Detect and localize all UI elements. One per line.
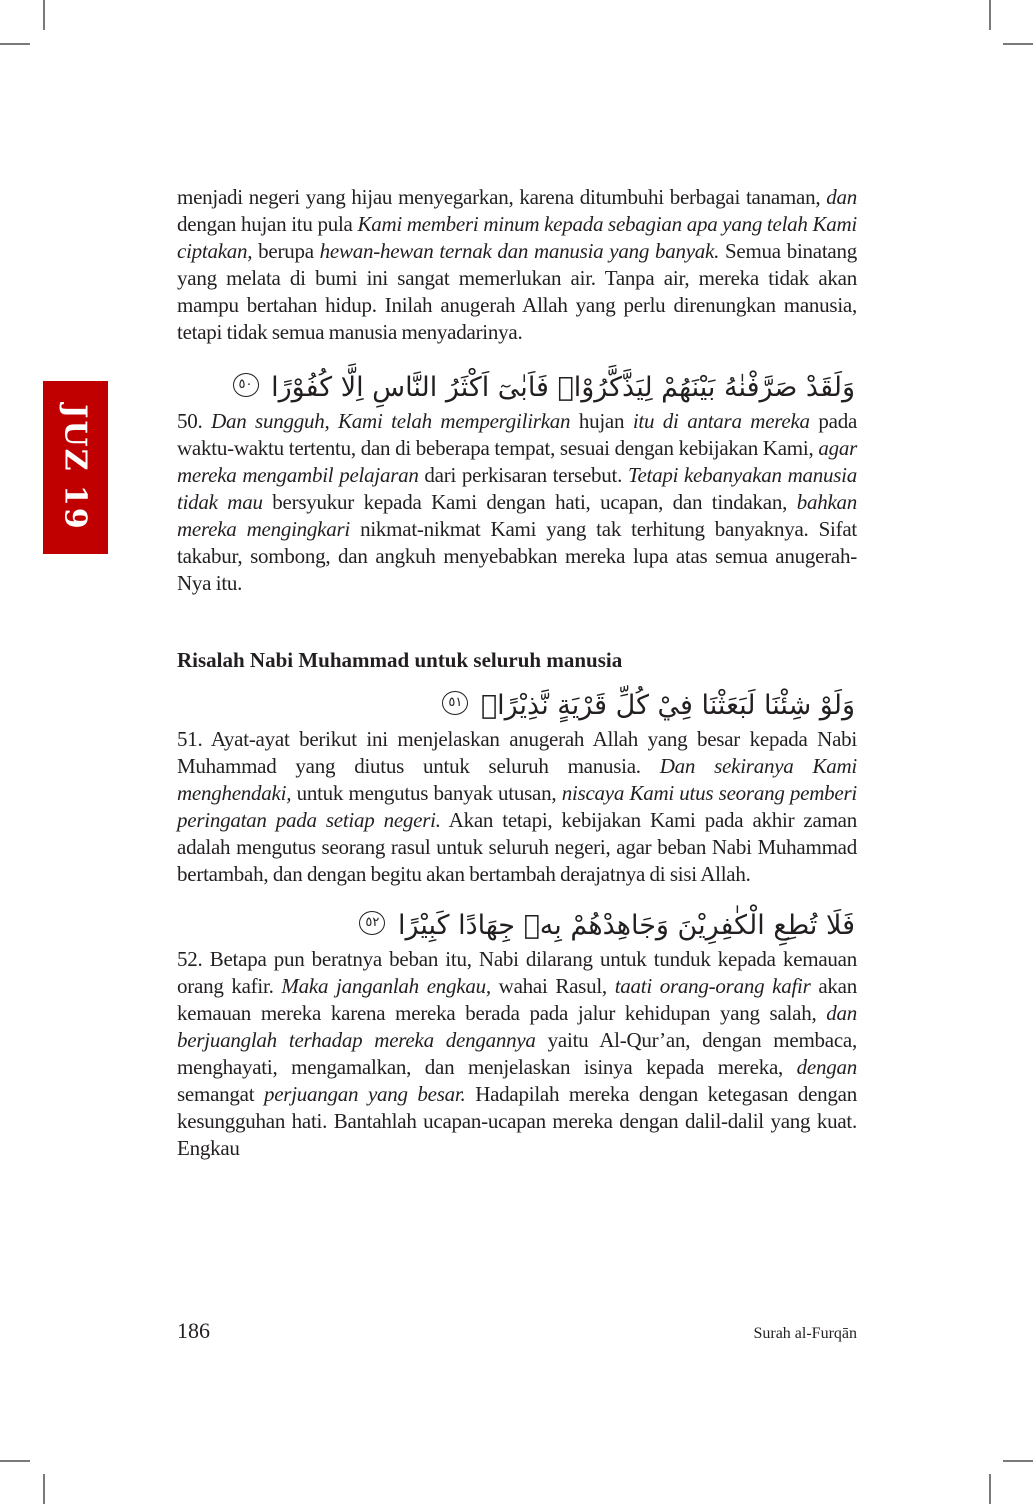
italic-quran-text: Dan sekiranya Kami menghendaki, [177, 754, 857, 805]
commentary-text: dari perkisaran tersebut. [418, 463, 628, 487]
ayah-number-marker-icon: ٥٠ [233, 373, 259, 397]
verse-51-commentary [177, 726, 857, 888]
crop-mark-bottom-right-horizontal [1003, 1460, 1033, 1462]
running-title: Surah al-Furqān [753, 1325, 857, 1342]
italic-quran-text: dan berjuanglah terhadap mereka dengannya [177, 1001, 857, 1052]
ayah-number-marker-icon: ٥٢ [359, 911, 385, 935]
commentary-text: 51. Ayat-ayat berikut ini menjelaskan anugerah Allah yang besar kepada Nabi Muhammad yang diutus untuk seluruh manusia. [177, 727, 857, 778]
commentary-text: bersyukur kepada Kami dengan hati, ucapan, dan tindakan, [262, 490, 797, 514]
verse-52-commentary [177, 946, 857, 1162]
juz-label: JUZ 19 [58, 404, 94, 531]
italic-quran-text: bahkan mereka mengingkari [177, 490, 858, 541]
page-number: 186 [177, 1318, 210, 1343]
commentary-text: Akan tetapi, kebijakan Kami pada akhir zaman adalah mengutus seorang rasul untuk seluruh negeri, agar beban Nabi Muhammad bertambah, dan dengan begitu akan bertambah derajatnya di sisi Allah. [177, 808, 857, 886]
arabic-verse-52 [177, 906, 857, 946]
arabic-verse-50 [177, 368, 857, 408]
italic-quran-text: niscaya Kami utus seorang pemberi peringatan pada setiap negeri. [177, 781, 857, 832]
section-heading: Risalah Nabi Muhammad untuk seluruh manusia [177, 648, 623, 672]
crop-mark-top-left-horizontal [0, 43, 30, 45]
italic-quran-text: dan [826, 185, 857, 209]
commentary-text: untuk mengutus banyak utusan, [291, 781, 562, 805]
intro-paragraph [177, 184, 857, 346]
arabic-verse-51 [177, 686, 857, 726]
italic-quran-text: itu di antara mereka [632, 409, 810, 433]
commentary-text: akan kemauan mereka karena mereka berada pada jalur kehidupan yang salah, [177, 974, 857, 1025]
italic-quran-text: taati orang-orang kafir [614, 974, 811, 998]
page-footer [177, 1318, 857, 1344]
arabic-verse-50-text: وَلَقَدْ صَرَّفْنٰهُ بَيْنَهُمْ لِيَذَّكَّرُوْاۖ فَاَبٰىٓ اَكْثَرُ النَّاسِ اِلَّا كُفُوْرًا [271, 372, 855, 403]
crop-mark-bottom-left-horizontal [0, 1460, 30, 1462]
crop-mark-top-right-vertical [989, 0, 991, 30]
commentary-text: 50. [177, 409, 212, 433]
commentary-text: pada waktu-waktu tertentu, dan di beberapa tempat, sesuai dengan kebijakan Kami, [177, 409, 858, 460]
arabic-verse-52-text: فَلَا تُطِعِ الْكٰفِرِيْنَ وَجَاهِدْهُمْ بِهٖ جِهَادًا كَبِيْرًا [397, 910, 855, 941]
commentary-text: Semua binatang yang melata di bumi ini sangat memerlukan air. Tanpa air, mereka tidak akan mampu bertahan hidup. Inilah anugerah Allah yang perlu direnungkan manusia, tetapi tidak semua manusia menyadarinya. [177, 239, 858, 344]
page-body [177, 184, 857, 1162]
crop-mark-top-left-vertical [43, 0, 45, 30]
italic-quran-text: Tetapi kebanyakan manusia tidak mau [177, 463, 857, 514]
commentary-text: yaitu Al-Qur’an, dengan membaca, menghayati, mengamalkan, dan menjelaskan isinya kepada mereka, [177, 1028, 857, 1079]
juz-side-tab [43, 381, 108, 554]
crop-mark-bottom-right-vertical [989, 1474, 991, 1504]
italic-quran-text: Kami memberi minum kepada sebagian apa yang telah Kami ciptakan, [177, 212, 857, 263]
crop-mark-top-right-horizontal [1003, 43, 1033, 45]
commentary-text: hujan [570, 409, 633, 433]
verse-50-commentary [177, 408, 857, 597]
commentary-text: dengan hujan itu pula [177, 212, 358, 236]
commentary-text: wahai Rasul, [490, 974, 615, 998]
commentary-text: menjadi negeri yang hijau menyegarkan, karena ditumbuhi berbagai tanaman, [177, 185, 827, 209]
commentary-text: 52. Betapa pun beratnya beban itu, Nabi dilarang untuk tunduk kepada kemauan orang kafir. [177, 947, 857, 998]
arabic-verse-51-text: وَلَوْ شِئْنَا لَبَعَثْنَا فِيْ كُلِّ قَرْيَةٍ نَّذِيْرًاۖ [480, 690, 855, 721]
italic-quran-text: Maka janganlah engkau, [281, 974, 491, 998]
italic-quran-text: Dan sungguh, Kami telah mempergilirkan [211, 409, 571, 433]
ayah-number-marker-icon: ٥١ [442, 691, 468, 715]
italic-quran-text: agar mereka mengambil pelajaran [177, 436, 857, 487]
commentary-text: nikmat-nikmat Kami yang tak terhitung banyaknya. Sifat takabur, sombong, dan angkuh menyebabkan mereka lupa atas semua anugerah-Nya itu. [177, 517, 857, 595]
commentary-text: Hadapilah mereka dengan ketegasan dengan kesungguhan hati. Bantahlah ucapan-ucapan mereka dengan dalil-dalil yang kuat. Engkau [177, 1082, 857, 1160]
italic-quran-text: hewan-hewan ternak dan manusia yang banyak. [319, 239, 720, 263]
italic-quran-text: perjuangan yang besar. [263, 1082, 466, 1106]
italic-quran-text: dengan [796, 1055, 857, 1079]
commentary-text: berupa [252, 239, 320, 263]
crop-mark-bottom-left-vertical [43, 1474, 45, 1504]
commentary-text: semangat [177, 1082, 264, 1106]
